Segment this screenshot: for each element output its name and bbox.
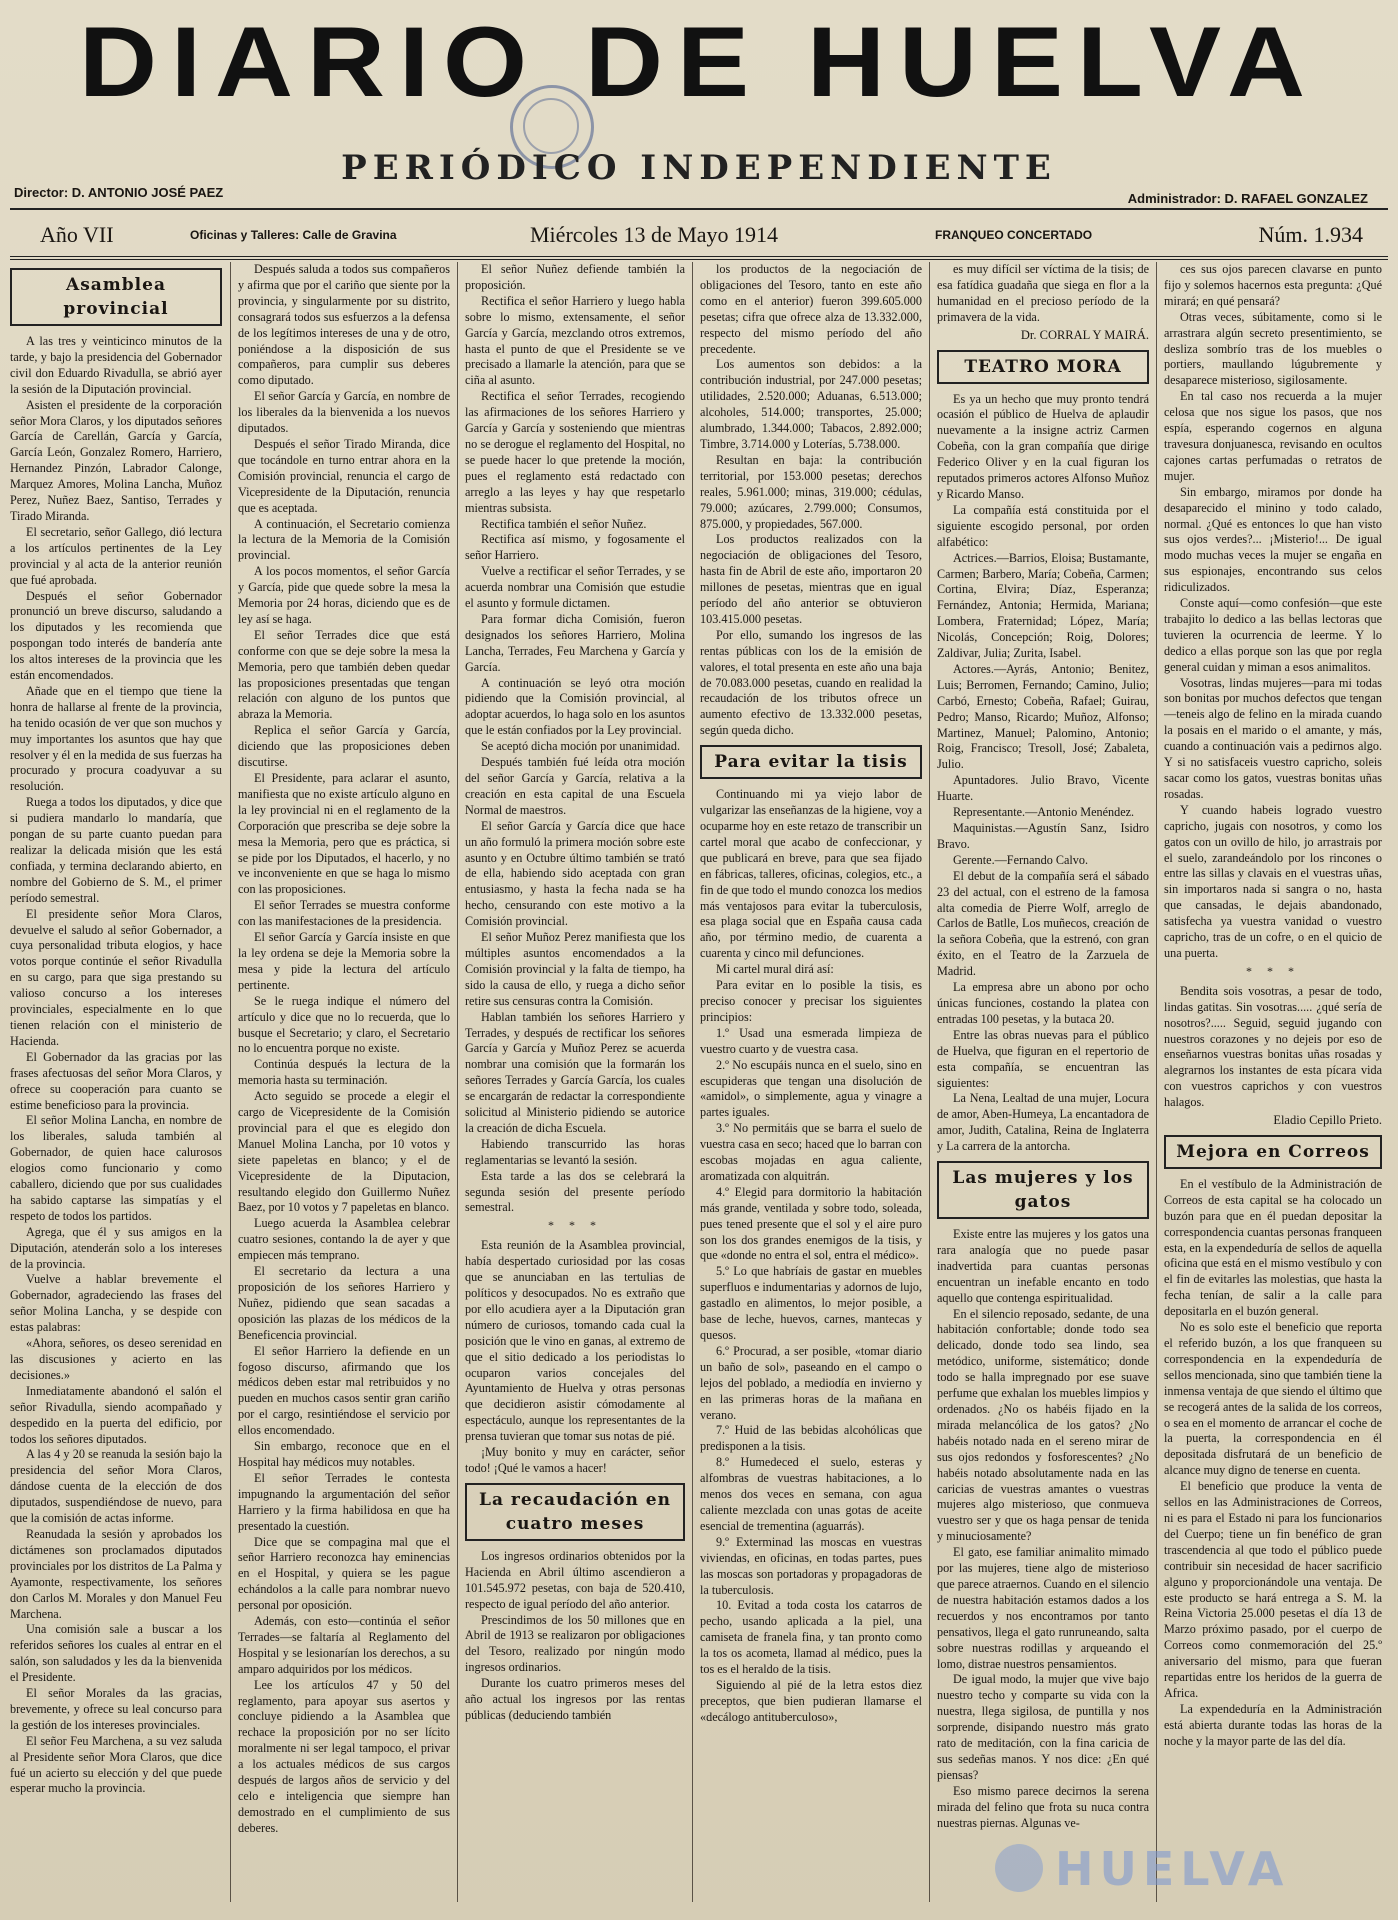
paragraph: A los pocos momentos, el señor García y García, pide que quede sobre la mesa la Memoria por 24 horas, diciendo que es de ley así se haga.	[238, 564, 450, 626]
column-2	[238, 262, 450, 1902]
paragraph: No es solo este el beneficio que reporta el referido buzón, a los que franqueen su correspondencia en la expendeduría de sellos mencionada, sino que también tiene la inmensa ventaja de que siendo el último que se recogerá antes de la salida de los correos, o sea en el momento de arrancar el coche de la puerta, la correspondencia en él depositada disfrutará de un beneficio de alcance muy digno de tenerse en cuenta.	[1164, 1320, 1382, 1478]
paragraph: En tal caso nos recuerda a la mujer celosa que nos sigue los pasos, que nos espía, esperando cogernos en alguna travesura donjuanesca, revisando en ocultos cajones cartas perfumadas o retratos de mujer.	[1164, 389, 1382, 483]
paragraph: Replica el señor García y García, diciendo que las proposiciones deben discutirse.	[238, 723, 450, 770]
paragraph: 1.º Usad una esmerada limpieza de vuestro cuarto y de vuestra casa.	[700, 1025, 922, 1056]
paragraph: Entre las obras nuevas para el público de Huelva, que figuran en el repertorio de esta compañía, se encuentran las siguientes:	[937, 1027, 1149, 1090]
paragraph: los productos de la negociación de obligaciones del Tesoro, tanto en este año como en el anterior) fueron 399.605.000 pesetas; cifra que ofrece alza de 13.332.000, respecto del mismo período del año precedente.	[700, 262, 922, 356]
section-separator: * * *	[548, 1218, 602, 1233]
issue-date: Miércoles 13 de Mayo 1914	[530, 222, 779, 247]
paragraph: Eso mismo parece decirnos la serena mirada del felino que frota su nuca contra nuestras piernas. Algunas ve-	[937, 1783, 1149, 1830]
paragraph: 5.º Lo que habríais de gastar en muebles superfluos e indumentarias y adornos de lujo, gastadlo en alimentos, lo mejor posible, a base de leche, huevos, carnes, mantecas y quesos.	[700, 1264, 922, 1342]
column-3	[465, 262, 685, 1902]
paragraph: 4.º Elegid para dormitorio la habitación más grande, ventilada y sobre todo, soleada, pues tened presente que el sol y el aire puro son los dos grandes enemigos de la tisis, y que «donde no entra el sol, entra el médico».	[700, 1184, 922, 1263]
issue-info-bar	[10, 208, 1388, 260]
administrator-credit: Administrador: D. RAFAEL GONZALEZ	[1127, 191, 1368, 206]
paragraph: Resultan en baja: la contribución territorial, por 153.000 pesetas; derechos reales, 5.961.000; minas, 319.000; cédulas, 79.000; azúcares, 2.799.000; Consumos, 875.000, y propiedades, 567.000.	[700, 452, 922, 531]
paragraph: Y cuando habeis logrado vuestro capricho, jugais con nosotros, y como los gatos con un ovillo de hilo, jo arrastrais por el suelo, zarandeándolo por los rincones o entre las sillas y clavais en el vuestras uñas, sin importaros nada si sangra o no, hasta que cansadas, le dejais abandonado, satisfecha ya vuestra vanidad o vuestro capricho, tras de un cofre, o en el quicio de una puerta.	[1164, 802, 1382, 960]
paragraph: Es ya un hecho que muy pronto tendrá ocasión el público de Huelva de aplaudir nuevamente a la insigne actriz Carmen Cobeña, con la gran compañía que dirige Federico Oliver y en la cual figuran los reputados primeros actores Alfonso Muñoz y Ricardo Manso.	[937, 391, 1149, 501]
paragraph: Rectifica también el señor Nuñez.	[481, 516, 647, 531]
paragraph: Conste aquí—como confesión—que este trabajito lo dedico a las bellas lectoras que tuvieren la ocurrencia de leerme. Y lo dedico a ellas porque son las que por regla general cuidan y miman a esos animalitos.	[1164, 596, 1382, 674]
article-columns	[10, 262, 1390, 1912]
paragraph: Para formar dicha Comisión, fueron designados los señores Harriero, Molina Lancha, Terrades, Feu Marchena y García y García.	[465, 611, 685, 674]
paragraph: Se aceptó dicha moción por unanimidad.	[481, 739, 681, 754]
author-signature: Dr. CORRAL Y MAIRÁ.	[1020, 327, 1149, 342]
paragraph: 3.º No permitáis que se barra el suelo de vuestra casa en seco; haced que lo barran con escobas mojadas en agua caliente, aromatizada con alquitrán.	[700, 1121, 922, 1183]
paragraph: ces sus ojos parecen clavarse en punto fijo y solemos hacernos esta pregunta: ¿Qué mirará; en qué pensará?	[1164, 262, 1382, 308]
paragraph: Actores.—Ayrás, Antonio; Benitez, Luis; Berromen, Fernando; Camino, Julio; Carbó, Ernesto; Cobeña, Rafael; Guirau, Pedro; Manso, Ricardo; Muñoz, Alfonso; Martinez, Manuel; Palomino, Antonio; Roig, Francisco; Tresoll, José; Zabaleta, Julio.	[937, 661, 1149, 772]
issue-number: Núm. 1.934	[1258, 222, 1363, 247]
paragraph: El señor García y García, en nombre de los liberales da la bienvenida a los nuevos diputados.	[238, 389, 450, 436]
paragraph: Se le ruega indique el número del artículo y dice que no lo recuerda, que lo busque el Secretario; y claro, el Secretario no lo encuentra porque no existe.	[238, 993, 450, 1056]
paragraph: es muy difícil ser víctima de la tisis; de esa fatídica guadaña que siega en flor a la humanidad en el precioso período de la primavera de la vida.	[937, 262, 1149, 324]
paragraph: Prescindimos de los 50 millones que en Abril de 1913 se realizaron por obligaciones del Tesoro, realizado por ningún modo ingresos ordinarios.	[465, 1612, 685, 1675]
paragraph: Para evitar en lo posible la tisis, es preciso conocer y precisar los siguientes principios:	[700, 978, 922, 1024]
paragraph: Rectifica el señor Harriero y luego habla sobre lo mismo, extensamente, el señor García y García, mezclando otros extremos, hasta el punto de que el Presidente se ve precisado a llamarle la atención, para que se ciña al asunto.	[465, 293, 685, 388]
author-signature: Eladio Cepillo Prieto.	[1273, 1113, 1382, 1128]
paragraph: Ruega a todos los diputados, y dice que si pudiera mandarlo lo mandaría, que pongan de su parte cuanto puedan para realizar la delicada misión que les está confiada, y termina declarando abierto, en nombre del Gobierno de S. M., el primer período semestral.	[10, 795, 222, 905]
paragraph: 8.º Humedeced el suelo, esteras y alfombras de vuestras habitaciones, a lo menos dos veces en semana, con agua caliente mezclada con unas gotas de aceite esencial de trementina (aguarrás).	[700, 1455, 922, 1533]
paragraph: Después saluda a todos sus compañeros y afirma que por el cariño que siente por la provincia, y singularmente por su distrito, consagrará todos sus esfuerzos a la defensa de los legítimos intereses de una y de otro, poniéndose a la disposición de sus compañeros, para cumplir sus deberes como diputado.	[238, 262, 450, 388]
article-heading-mujeres-gatos: Las mujeres y los gatos	[937, 1161, 1149, 1219]
paragraph: «Ahora, señores, os deseo serenidad en las discusiones y acierto en las decisiones.»	[10, 1336, 222, 1382]
paragraph: Otras veces, súbitamente, como si le arrastrara algún secreto presentimiento, se desliza sombrío tras de los muebles o portiers, maullando lúgubremente y desaparece misterioso, sigilosamente.	[1164, 309, 1382, 388]
paragraph: Esta tarde a las dos se celebrará la segunda sesión del presente período semestral.	[465, 1168, 685, 1215]
paragraph: El presidente señor Mora Claros, devuelve el saludo al señor Gobernador, a cuya personalidad tributa elogios, y hace votos porque continúe el señor Rivadulla en su cargo, para que siga prestando su valioso concurso a los intereses provinciales, especialmente en lo que tienen relación con el ministerio de Hacienda.	[10, 906, 222, 1048]
article-heading-asamblea: Asamblea provincial	[10, 268, 222, 326]
director-credit: Director: D. ANTONIO JOSÉ PAEZ	[14, 185, 224, 200]
paragraph: Maquinistas.—Agustín Sanz, Isidro Bravo.	[937, 821, 1149, 851]
paragraph: Vuelve a rectificar el señor Terrades, y se acuerda nombrar una Comisión que estudie el asunto y formule dictamen.	[465, 564, 685, 611]
paragraph: Dice que se compagina mal que el señor Harriero reconozca hay eminencias en el Hospital, y quiera se les pague echándolos a la calle para nombrar nuevo personal por oposición.	[238, 1534, 450, 1613]
paragraph: El señor Morales da las gracias, brevemente, y ofrece su leal concurso para la gestión de los intereses provinciales.	[10, 1686, 222, 1732]
paragraph: El señor Molina Lancha, en nombre de los liberales, saluda también al Gobernador, de quien hace calurosos elogios como funcionario y como caballero, diciendo que por sus cualidades ha sabido captarse las simpatías y el respeto de todos los partidos.	[10, 1113, 222, 1223]
issue-year: Año VII	[40, 222, 114, 247]
archive-watermark-logo	[995, 1838, 1395, 1898]
paragraph: Actrices.—Barrios, Eloisa; Bustamante, Carmen; Barbero, María; Cobeña, Carmen; Cortina, Elvira; Díaz, Esperanza; Fernández, Antonia; Hermida, Mariana; Lombera, Fraternidad; López, María; Nicolás, Concepción; Roig, Dolores; Zaldivar, Julia; Zurita, Isabel.	[937, 550, 1149, 661]
paragraph: Vuelve a hablar brevemente el Gobernador, agradeciendo las frases del señor Molina Lancha, y se despide con estas palabras:	[10, 1272, 222, 1335]
paragraph: Representante.—Antonio Menéndez.	[953, 805, 1135, 820]
paragraph: Lee los artículos 47 y 50 del reglamento, para apoyar sus asertos y concluye pidiendo a la Asamblea que rechace la proposición por no ser lícito moralmente ni ser legal tampoco, el privar a los actuales médicos de sus cargos después de largos años de servicio y del celo e inteligencia que siempre han demostrado en el cumplimiento de sus deberes.	[238, 1677, 450, 1835]
paragraph: El debut de la compañía será el sábado 23 del actual, con el estreno de la famosa alta comedia de Pierre Wolf, arreglo de Carlos de Batlle, Los muñecos, creación de la señora Cobeña, que la estrenó, con gran éxito, en el Teatro de la Zarzuela de Madrid.	[937, 868, 1149, 979]
masthead	[10, 0, 1388, 130]
newspaper-subtitle: PERIÓDICO INDEPENDIENTE	[341, 148, 1057, 188]
column-4	[700, 262, 922, 1902]
article-heading-correos: Mejora en Correos	[1164, 1135, 1382, 1169]
paragraph: Además, con esto—continúa el señor Terrades—se faltaría al Reglamento del Hospital y se lesionarían los derechos, a su amparo adquiridos por los médicos.	[238, 1614, 450, 1676]
paragraph: El señor Feu Marchena, a su vez saluda al Presidente señor Mora Claros, que dice fué un acierto su elección y del que puede esperar mucho la provincia.	[10, 1733, 222, 1796]
paragraph: Después el señor Gobernador pronunció un breve discurso, saludando a los diputados y les recomienda que pospongan todo interés de bandería ante los altos intereses de la provincia que les están encomendados.	[10, 588, 222, 683]
paragraph: La expendeduría en la Administración está abierta durante todas las horas de la noche y la mayor parte de las del día.	[1164, 1701, 1382, 1748]
paragraph: Gerente.—Fernando Calvo.	[953, 852, 1089, 867]
paragraph: El señor García y García dice que hace un año formuló la primera moción sobre este asunto y en Octubre último también se trató de ella, habiendo sido aceptada con gran entusiasmo, y hasta la fecha nada se ha hecho, censurando con este motivo a la Comisión provincial.	[465, 818, 685, 929]
paragraph: Los aumentos son debidos: a la contribución industrial, por 247.000 pesetas; utilidades, 2.520.000; Aduanas, 6.513.000; alcoholes, 514.000; transportes, 25.000; alumbrado, 1.344.000; Tabacos, 2.892.000; Timbre, 3.714.000 y Loterías, 5.738.000.	[700, 357, 922, 451]
logo-icon	[995, 1844, 1043, 1892]
paragraph: Acto seguido se procede a elegir el cargo de Vicepresidente de la Comisión provincial para el que es elegido don Manuel Molina Lancha, por 10 votos y siete papeletas en blanco; y el de Vicepresidente de la Diputacion, resultando elegido don Guillermo Nuñez Baez, por 10 votos y 7 papeletas en blanco.	[238, 1089, 450, 1215]
paragraph: El señor Muñoz Perez manifiesta que los múltiples asuntos encomendados a la Comisión provincial y la falta de tiempo, ha sido la causa de ello, y ruega a dicho señor retire sus censuras contra la Comisión.	[465, 930, 685, 1008]
paragraph: El señor Terrades se muestra conforme con las manifestaciones de la presidencia.	[238, 898, 450, 929]
paragraph: Los ingresos ordinarios obtenidos por la Hacienda en Abril último ascendieron a 101.545.972 pesetas, con baja de 520.410, respecto de igual período del año anterior.	[465, 1548, 685, 1611]
paragraph: En el silencio reposado, sedante, de una habitación confortable; donde todo sea delicado, donde todo sea lindo, sea metódico, uniforme, sistemático; donde todo se halla impregnado por ese suave perfume que exhalan los muebles limpios y ordenados. ¿No os habéis fijado en la mirada melancólica de los gatos? ¿No habéis notado nada en el sereno mirar de sus ojos redondos y fosforescentes? ¿No habéis notado absolutamente nada en las caricias de vuestras amantes o vuestras mujeres algo misterioso, que conmueva vuestro ser y que os haga pensar de tenida y minuciosamente?	[937, 1306, 1149, 1544]
column-divider	[692, 262, 693, 1902]
paragraph: Añade que en el tiempo que tiene la honra de hallarse al frente de la provincia, ha tenido ocasión de ver que son muchos y muy importantes los asuntos que hay que resolver y él en la medida de sus fuerzas ha procurado y procura coadyuvar a su resolución.	[10, 683, 222, 794]
paragraph: Hablan también los señores Harriero y Terrades, y después de rectificar los señores García y García y Muñoz Perez se acuerda nombrar una comisión que la formarán los señores Terrades y García García, los cuales se encargarán de redactar la correspondiente solicitud al Ministerio pidiendo se autorice la creación de dicha Escuela.	[465, 1009, 685, 1135]
offices-address: Oficinas y Talleres: Calle de Gravina	[190, 228, 397, 242]
paragraph: Apuntadores. Julio Bravo, Vicente Huarte.	[937, 773, 1149, 804]
paragraph: Una comisión sale a buscar a los referidos señores los cuales al entrar en el salón, son saludados y les da la bienvenida el Presidente.	[10, 1622, 222, 1685]
paragraph: Existe entre las mujeres y los gatos una rara analogía que no puede pasar inadvertida para cuantas personas encuentran un inefable encanto en todo aquello que contenga espiritualidad.	[937, 1227, 1149, 1305]
paragraph: Rectifica así mismo, y fogosamente el señor Harriero.	[465, 532, 685, 563]
column-divider	[929, 262, 930, 1902]
paragraph: El señor Nuñez defiende también la proposición.	[465, 262, 685, 292]
paragraph: A las 4 y 20 se reanuda la sesión bajo la presidencia del señor Mora Claros, dándose cuenta de la elección de dos diputados, suspendiéndose de nuevo, para que la comisión de actas informe.	[10, 1447, 222, 1526]
paragraph: El Gobernador da las gracias por las frases afectuosas del señor Mora Claros, y ofrece su cooperación para cuanto se estime beneficioso para la provincia.	[10, 1049, 222, 1112]
paragraph: Luego acuerda la Asamblea celebrar cuatro sesiones, contando la de ayer y que empiecen más temprano.	[238, 1216, 450, 1263]
paragraph: Rectifica el señor Terrades, recogiendo las afirmaciones de los señores Harriero y García y García y sosteniendo que mientras no se derogue el reglamento del Hospital, no se puede hacer lo que pretende la moción, pues el reglamento está redactado con arreglo a las leyes y hay que respetarlo mientras subsista.	[465, 389, 685, 515]
article-heading-teatro: TEATRO MORA	[937, 350, 1149, 384]
paragraph: Después también fué leída otra moción del señor García y García, relativa a la creación en esta capital de una Escuela Normal de maestros.	[465, 755, 685, 817]
column-divider	[1156, 262, 1157, 1902]
paragraph: A continuación se leyó otra moción pidiendo que la Comisión provincial, al adoptar acuerdos, lo haga solo en los asuntos que le están confiados por la Ley provincial.	[465, 675, 685, 738]
paragraph: Por ello, sumando los ingresos de las rentas públicas con los de la emisión de valores, el total presenta en este año una baja de 70.083.000 pesetas, cuando en realidad la recaudación de los tributos ofrece un aumento efectivo de 13.332.000 pesetas, según queda dicho.	[700, 627, 922, 738]
column-6	[1164, 262, 1382, 1902]
paragraph: La empresa abre un abono por ocho únicas funciones, costando la platea con entradas 100 pesetas, y la butaca 20.	[937, 980, 1149, 1026]
paragraph: 10. Evitad a toda costa los catarros de pecho, usando aplicada a la piel, una camiseta de franela fina, y tan pronto como la tos os acometa, llamad al médico, pues la tos es el heraldo de la tisis.	[700, 1598, 922, 1677]
paragraph: Después el señor Tirado Miranda, dice que tocándole en turno entrar ahora en la Comisión provincial, renuncia el cargo de Vicepresidente de la Diputación, renuncia que es aceptada.	[238, 436, 450, 515]
paragraph: El beneficio que produce la venta de sellos en las Administraciones de Correos, ni es para el Estado ni para los funcionarios del Cuerpo; tiene un fin benéfico de gran trascendencia al que todo el público puede contribuir sin necesidad de hacer sacrificio alguno y proporcionándole una ventaja. De este producto se hará entrega a S. M. la Reina Victoria 25.000 pesetas el día 13 de Marzo próximo pasado, por el cuerpo de Correos como conmemoración del 25.º aniversario del mismo, para que fueran repartidas entre los heridos de la guerra de Africa.	[1164, 1479, 1382, 1700]
column-5	[937, 262, 1149, 1902]
paragraph: El gato, ese familiar animalito mimado por las mujeres, tiene algo de misterioso que parece atraernos. Cuando en el silencio de nuestra habitación estamos dados a los recuerdos y nos encontramos por tanto pensativos, llega el gato runruneando, salta sobre nuestras rodillas y arqueando el lomo, distrae nuestros pensamientos.	[937, 1545, 1149, 1671]
paragraph: Vosotras, lindas mujeres—para mi todas son bonitas por muchos defectos que tengan—teneis algo de felino en la mirada cuando la posais en el marido o el amante, y más, cuando a continuación vais a pedirnos algo. Y si no satisfaceis vuestro capricho, soleis sacar como los gatos, vuestras bonitas uñas rosadas.	[1164, 675, 1382, 801]
paragraph: A continuación, el Secretario comienza la lectura de la Memoria de la Comisión provincial.	[238, 516, 450, 563]
paragraph: 2.º No escupáis nunca en el suelo, sino en escupideras que tengan una disolución de «amidol», o simplemente, agua y vinagre a partes iguales.	[700, 1057, 922, 1120]
paragraph: Inmediatamente abandonó el salón el señor Rivadulla, siendo acompañado y despedido en la puerta del edificio, por todos los señores diputados.	[10, 1383, 222, 1446]
paragraph: El señor Terrades le contesta impugnando la argumentación del señor Harriero y la firma habilidosa en que ha presentado la cuestión.	[238, 1470, 450, 1533]
paragraph: Habiendo transcurrido las horas reglamentarias se levantó la sesión.	[465, 1136, 685, 1167]
paragraph: 6.º Procurad, a ser posible, «tomar diario un baño de sol», paseando en el campo o lejos del poblado, a mediodía en invierno y en las primeras horas de la mañana en verano.	[700, 1343, 922, 1422]
paragraph: Continuando mi ya viejo labor de vulgarizar las enseñanzas de la higiene, voy a ocuparme hoy en este retazo de transcribir un cartel moral que acabo de confeccionar, y que publicará en breve, para que sea fijado en fábricas, talleres, oficinas, colegios, etc., a fin de que todo el mundo conozca los medios más ventajosos para evitar la tuberculosis, esa plaga social que en España causa cada año, por término medio, de cuarenta a cuarenta y cinco mil defunciones.	[700, 787, 922, 961]
paragraph: Reanudada la sesión y aprobados los dictámenes son proclamados diputados provinciales por los distritos de La Palma y Ayamonte, respectivamente, los señores don Carlos M. Morales y don Manuel Feu Marchena.	[10, 1526, 222, 1621]
column-divider	[457, 262, 458, 1902]
paragraph: El secretario, señor Gallego, dió lectura a los artículos pertinentes de la Ley provincial y al acta de la anterior reunión que fué aprobada.	[10, 524, 222, 587]
paragraph: Continúa después la lectura de la memoria hasta su terminación.	[238, 1057, 450, 1088]
paragraph: El señor García y García insiste en que la ley ordena se deje la Memoria sobre la mesa y pide la lectura del artículo pertinente.	[238, 930, 450, 992]
paragraph: De igual modo, la mujer que vive bajo nuestro techo y comparte su vida con la nuestra, llega sigilosa, de puntilla y nos sorprende, disipando nuestro más grato rato de meditación, con la fina caricia de sus sedeñas manos. Y nos dice: ¿En qué piensas?	[937, 1672, 1149, 1782]
logo-text: HUELVA	[1055, 1842, 1290, 1896]
paragraph: ¡Muy bonito y muy en carácter, señor todo! ¡Qué le vamos a hacer!	[465, 1445, 685, 1475]
franqueo-note: FRANQUEO CONCERTADO	[935, 228, 1093, 242]
paragraph: Durante los cuatro primeros meses del año actual los ingresos por las rentas públicas (deduciendo también	[465, 1676, 685, 1722]
paragraph: 9.º Exterminad las moscas en vuestras viviendas, en oficinas, en todas partes, pues las moscas son portadoras y propagadoras de la tuberculosis.	[700, 1534, 922, 1597]
column-1	[10, 262, 222, 1902]
paragraph: La Nena, Lealtad de una mujer, Locura de amor, Aben-Humeya, La encantadora de amor, Judith, Catalina, Reina de Inglaterra y La carrera de la antorcha.	[937, 1091, 1149, 1154]
paragraph: Mi cartel mural dirá así:	[716, 962, 834, 977]
paragraph: 7.º Huid de las bebidas alcohólicas que predisponen a la tisis.	[700, 1423, 922, 1454]
paragraph: Siguiendo al pié de la letra estos diez preceptos, que bien pudieran llamarse el «decálogo antituberculoso»,	[700, 1677, 922, 1724]
paragraph: Bendita sois vosotras, a pesar de todo, lindas gatitas. Sin vosotras..... ¿qué sería de nosotros?..... Seguid, seguid jugando con nuestros corazones y no dejeis por eso de enseñarnos vuestras bonitas uñas rosadas y alegrarnos los instantes de esta pícara vida con vuestros caprichos y con vuestros halagos.	[1164, 983, 1382, 1110]
section-separator: * * *	[1246, 963, 1300, 978]
paragraph: El señor Harriero la defiende en un fogoso discurso, afirmando que los médicos deben estar mal retribuidos y no pueden en muchos casos sentir gran cariño por el cargo, resintiéndose el servicio por ellos encomendado.	[238, 1343, 450, 1438]
paragraph: En el vestíbulo de la Administración de Correos de esta capital se ha colocado un buzón para que en él puedan depositar la correspondencia cuantas personas franqueen esta, en la expendeduría de sellos de aquella oficina que está en el mismo vestíbulo y con el fin de evitarles las molestias, que hasta la fecha tenían, de salir a la calle para depositarla en el buzón general.	[1164, 1176, 1382, 1319]
paragraph: A las tres y veinticinco minutos de la tarde, y bajo la presidencia del Gobernador civil don Eduardo Rivadulla, se abrió ayer la sesión de la Diputación provincial.	[10, 334, 222, 396]
article-heading-recaudacion: La recaudación en cuatro meses	[465, 1483, 685, 1541]
column-divider	[230, 262, 231, 1902]
paragraph: Sin embargo, reconoce que en el Hospital hay médicos muy notables.	[238, 1439, 450, 1469]
article-heading-tisis: Para evitar la tisis	[700, 745, 922, 779]
paragraph: Sin embargo, miramos por donde ha desaparecido el minino y todo calado, normal. ¿Qué es entonces lo que han visto sus ojos verdes?... ¡Misterio!... De igual modo muchas veces la mujer se engaña en sus espionajes, encontrando sus celos ridiculizados.	[1164, 484, 1382, 595]
paragraph: Asisten el presidente de la corporación señor Mora Claros, y los diputados señores García de Carellán, García y García, García León, Gonzalez Romero, Harriero, Hernandez Pinzón, Labrador Calonge, Marquez Amores, Molina Lancha, Muñoz Perez, Nuñez Baez, Santiso, Terrades y Tirado Miranda.	[10, 397, 222, 523]
paragraph: El secretario da lectura a una proposición de los señores Harriero y Nuñez, pidiendo que sean sacadas a oposición las plazas de los médicos de la Beneficencia provincial.	[238, 1264, 450, 1342]
paragraph: La compañía está constituida por el siguiente escogido personal, por orden alfabético:	[937, 502, 1149, 549]
paragraph: Los productos realizados con la negociación de obligaciones del Tesoro, hasta fin de Abril de este año, importaron 20 millones de pesetas, mientras que en igual período del año anterior se obtuvieron 103.415.000 pesetas.	[700, 532, 922, 626]
paragraph: Esta reunión de la Asamblea provincial, había despertado curiosidad por las cosas que se anunciaban en las tertulias de políticos y desocupados. No es extraño que por ello acudiera ayer a la Diputación gran número de curiosos, tomando cada cual la posición que le vino en ganas, al extremo de que el sitio dedicado a los periodistas lo ocuparon varios concejales del Ayuntamiento de Huelva y otras personas que decidieron asistir cómodamente al espectáculo, aunque los representantes de la prensa tuvieran que tomar sus notas de pié.	[465, 1238, 685, 1444]
newspaper-title: DIARIO DE HUELVA	[78, 5, 1320, 118]
paragraph: Agrega, que él y sus amigos en la Diputación, atenderán solo a los intereses de la provincia.	[10, 1224, 222, 1271]
paragraph: El señor Terrades dice que está conforme con que se deje sobre la mesa la Memoria, pero que también deben quedar las proposiciones presentadas que tengan relación con alguno de los puntos que abraza la Memoria.	[238, 627, 450, 722]
paragraph: El Presidente, para aclarar el asunto, manifiesta que no existe artículo alguno en la ley provincial ni en el reglamento de la Corporación que prescriba se deje sobre la mesa la Memoria, pero que es práctica, si se pide por los Diputados, el hacerlo, y no ve inconveniente en que se haga lo mismo con las proposiciones.	[238, 771, 450, 897]
